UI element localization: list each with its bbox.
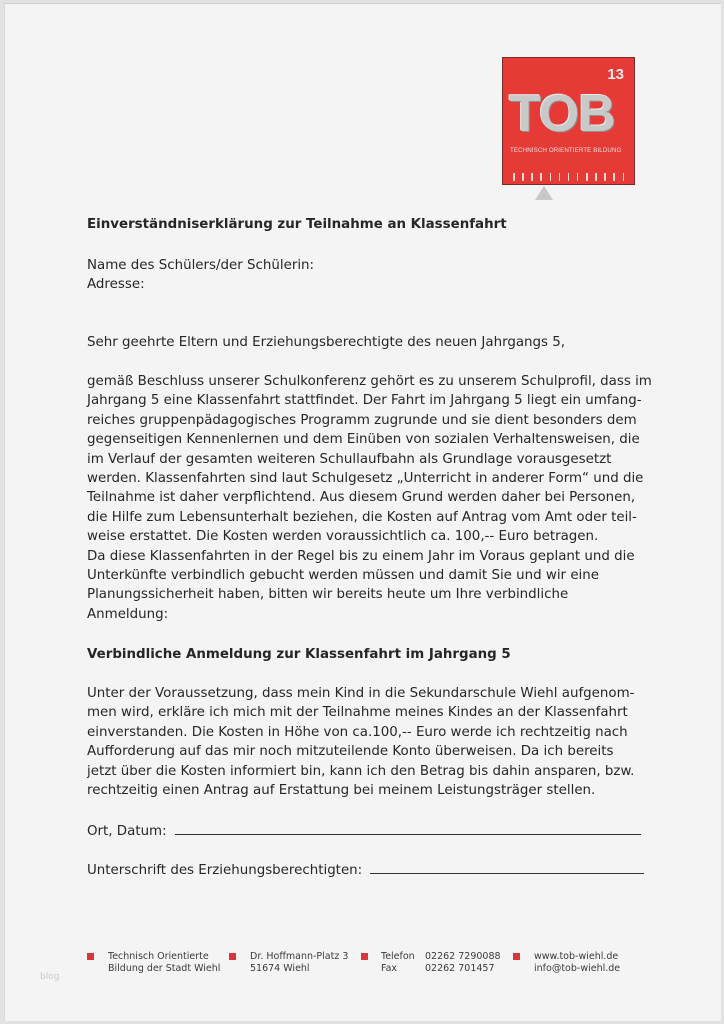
- paragraph-line: Planungssicherheit haben, bitten wir bereits heute um Ihre verbindliche: [87, 587, 569, 603]
- footer-bullet-icon: [361, 953, 368, 960]
- paragraph-line: reiches gruppenpädagogisches Programm zugrunde und sie dient besonders dem: [87, 412, 637, 428]
- phone-label: Telefon: [381, 951, 415, 962]
- footer-address-line: Dr. Hoffmann-Platz 3: [250, 951, 349, 962]
- fax-number: 02262 701457: [425, 963, 495, 974]
- address-label: Adresse:: [87, 277, 145, 293]
- logo-acronym: TOB: [509, 85, 615, 143]
- section-heading: Verbindliche Anmeldung zur Klassenfahrt im Jahrgang 5: [87, 647, 511, 662]
- logo-subtitle: TECHNISCH ORIENTIERTE BILDUNG: [510, 147, 622, 154]
- paragraph-line: Jahrgang 5 eine Klassenfahrt stattfindet. Der Fahrt im Jahrgang 5 liegt ein umfang-: [87, 393, 642, 409]
- signature-row: [87, 859, 644, 880]
- paragraph-consent: [87, 684, 634, 800]
- paragraph-line: die Hilfe zum Lebensunterhalt beziehen, die Kosten auf Antrag vom Amt oder teil-: [87, 509, 637, 525]
- footer-bullet-icon: [229, 953, 236, 960]
- place-date-field[interactable]: [175, 820, 641, 835]
- footer-address-line: 51674 Wiehl: [250, 963, 310, 974]
- paragraph-line: Teilnahme ist daher verpflichtend. Aus diesem Grund werden daher bei Personen,: [87, 490, 636, 506]
- footer-org: [108, 951, 220, 975]
- footer-contact: [381, 951, 501, 975]
- paragraph-line: werden. Klassenfahrten sind laut Schulgesetz „Unterricht in anderer Form“ und die: [87, 471, 644, 487]
- paragraph-line: Da diese Klassenfahrten in der Regel bis zu einem Jahr im Voraus geplant und die: [87, 548, 635, 564]
- paragraph-line: gemäß Beschluss unserer Schulkonferenz gehört es zu unserem Schulprofil, dass im: [87, 374, 652, 389]
- paragraph-line: im Verlauf der gesamten weiteren Schullaufbahn als Grundlage vorausgesetzt: [87, 451, 612, 467]
- signature-label: Unterschrift des Erziehungsberechtigten:: [87, 863, 363, 878]
- phone-number: 02262 7290088: [425, 951, 501, 962]
- paragraph-line: Aufforderung auf das mir noch mitzuteilende Konto überweisen. Da ich bereits: [87, 744, 614, 760]
- footer-org-line: Bildung der Stadt Wiehl: [108, 963, 221, 974]
- fax-label: Fax: [381, 963, 398, 974]
- ruler-ticks-icon: [513, 173, 624, 181]
- email-link[interactable]: info@tob-wiehl.de: [534, 963, 621, 974]
- website-link[interactable]: www.tob-wiehl.de: [534, 951, 619, 962]
- paragraph-line: einverstanden. Die Kosten in Höhe von ca.100,-- Euro werde ich rechtzeitig nach: [87, 724, 628, 740]
- paragraph-intro: [87, 372, 652, 624]
- footer-bullet-icon: [87, 953, 94, 960]
- paragraph-line: weise erstattet. Die Kosten werden voraussichtlich ca. 100,-- Euro betragen.: [87, 529, 599, 545]
- paragraph-line: men wird, erkläre ich mich mit der Teilnahme meines Kindes an der Klassenfahrt: [87, 705, 628, 721]
- student-name-label: Name des Schülers/der Schülerin:: [87, 258, 315, 273]
- place-date-label: Ort, Datum:: [87, 824, 167, 839]
- ruler-pointer-icon: [535, 186, 553, 200]
- student-fields: [87, 256, 314, 295]
- salutation: Sehr geehrte Eltern und Erziehungsberechtigte des neuen Jahrgangs 5,: [87, 335, 566, 350]
- footer-org-line: Technisch Orientierte: [108, 951, 209, 962]
- paragraph-line: Unter der Voraussetzung, dass mein Kind in die Sekundarschule Wiehl aufgenom-: [87, 686, 635, 701]
- tob-logo: [502, 57, 635, 185]
- paragraph-line: Unterkünfte verbindlich gebucht werden müssen und damit Sie und wir eine: [87, 568, 600, 584]
- footer-web: [534, 951, 620, 975]
- footer-bullet-icon: [513, 953, 520, 960]
- footer-address: [250, 951, 348, 975]
- place-date-row: [87, 820, 641, 841]
- paragraph-line: jetzt über die Kosten informiert bin, kann ich den Betrag bis dahin ansparen, bzw.: [87, 763, 635, 779]
- paragraph-line: Anmeldung:: [87, 606, 169, 622]
- paragraph-line: gegenseitigen Kennenlernen und dem Einüben von sozialen Verhaltensweisen, die: [87, 432, 640, 448]
- paragraph-line: rechtzeitig einen Antrag auf Erstattung bei meinem Leistungsträger stellen.: [87, 783, 596, 799]
- document-title: Einverständniserklärung zur Teilnahme an Klassenfahrt: [87, 217, 507, 232]
- logo-number: 13: [607, 66, 624, 83]
- signature-field[interactable]: [370, 859, 644, 874]
- watermark: blog: [40, 972, 60, 982]
